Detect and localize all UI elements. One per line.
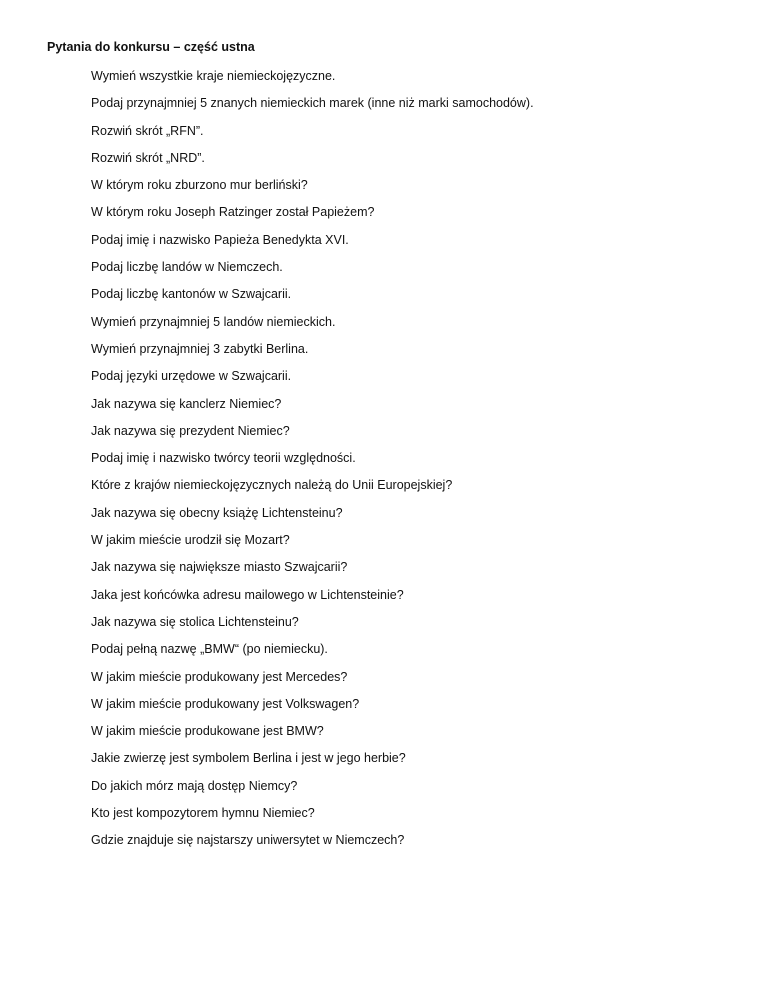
question-text: Podaj przynajmniej 5 znanych niemieckich marek (inne niż marki samochodów). [91, 96, 534, 111]
question-text: Wymień przynajmniej 5 landów niemieckich. [91, 314, 336, 329]
question-text: Jak nazywa się największe miasto Szwajcarii? [91, 560, 348, 575]
question-text: W którym roku Joseph Ratzinger został Papieżem? [91, 205, 375, 220]
question-text: Jak nazywa się prezydent Niemiec? [91, 423, 290, 438]
page-title: Pytania do konkursu – część ustna [47, 40, 255, 54]
question-text: W jakim mieście produkowane jest BMW? [91, 724, 324, 739]
question-text: Kto jest kompozytorem hymnu Niemiec? [91, 806, 315, 821]
question-text: Podaj imię i nazwisko twórcy teorii względności. [91, 451, 356, 466]
question-text: W jakim mieście urodził się Mozart? [91, 533, 290, 548]
question-text: Jak nazywa się stolica Lichtensteinu? [91, 614, 299, 629]
question-text: Podaj liczbę landów w Niemczech. [91, 260, 283, 275]
question-text: Wymień przynajmniej 3 zabytki Berlina. [91, 341, 309, 356]
question-text: Podaj pełną nazwę „BMW“ (po niemiecku). [91, 642, 328, 657]
question-text: Podaj imię i nazwisko Papieża Benedykta XVI. [91, 232, 349, 247]
question-text: Rozwiń skrót „RFN”. [91, 123, 204, 138]
question-text: Podaj liczbę kantonów w Szwajcarii. [91, 287, 292, 302]
question-text: W jakim mieście produkowany jest Mercedes? [91, 669, 348, 684]
question-text: Jakie zwierzę jest symbolem Berlina i jest w jego herbie? [91, 751, 406, 766]
question-text: Jak nazywa się obecny książę Lichtensteinu? [91, 505, 343, 520]
question-text: Jak nazywa się kanclerz Niemiec? [91, 396, 282, 411]
question-text: Do jakich mórz mają dostęp Niemcy? [91, 778, 298, 793]
question-text: Gdzie znajduje się najstarszy uniwersytet w Niemczech? [91, 833, 405, 848]
question-text: Rozwiń skrót „NRD”. [91, 150, 205, 165]
question-text: Wymień wszystkie kraje niemieckojęzyczne. [91, 69, 336, 83]
question-text: W jakim mieście produkowany jest Volkswagen? [91, 696, 360, 711]
question-text: W którym roku zburzono mur berliński? [91, 178, 308, 193]
question-text: Które z krajów niemieckojęzycznych należą do Unii Europejskiej? [91, 478, 453, 493]
question-text: Jaka jest końcówka adresu mailowego w Lichtensteinie? [91, 587, 404, 602]
question-text: Podaj języki urzędowe w Szwajcarii. [91, 369, 292, 384]
